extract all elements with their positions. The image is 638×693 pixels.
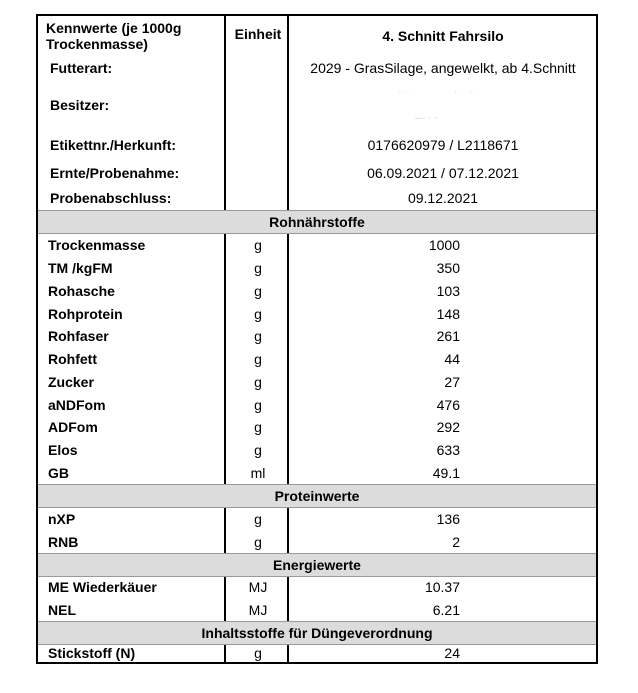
info-label: Futterart: xyxy=(50,60,113,76)
table-row xyxy=(38,393,596,416)
row-name: Rohfaser xyxy=(48,328,109,344)
row-unit: g xyxy=(254,533,262,550)
row-name: ME Wiederkäuer xyxy=(48,579,157,595)
table-row xyxy=(38,279,596,302)
row-name: Rohprotein xyxy=(48,305,123,322)
table-row xyxy=(38,598,596,621)
row-name: Trockenmasse xyxy=(48,236,146,253)
table-row xyxy=(38,302,596,325)
info-value: 09.12.2021 xyxy=(407,190,479,206)
table-row xyxy=(38,507,596,530)
row-value: 10.37 xyxy=(424,579,460,595)
section-header-rohnaehrstoffe: Rohnährstoffe xyxy=(38,210,596,234)
row-unit: g xyxy=(254,645,262,661)
row-value: 261 xyxy=(436,328,460,344)
row-value: 476 xyxy=(436,396,460,413)
row-name: ADFom xyxy=(48,419,98,435)
info-label: Ernte/Probenahme: xyxy=(50,165,180,181)
info-value: 06.09.2021 / 07.12.2021 xyxy=(367,165,519,181)
row-unit: g xyxy=(254,419,262,435)
table-row xyxy=(38,370,596,393)
row-unit: g xyxy=(254,350,262,367)
row-value: 6.21 xyxy=(432,601,460,618)
unit-header: Einheit xyxy=(234,26,282,42)
row-value: 49.1 xyxy=(432,464,460,481)
row-unit: g xyxy=(254,328,262,344)
row-value: 136 xyxy=(436,510,460,527)
info-label: Besitzer: xyxy=(50,97,110,113)
info-value: 0176620979 / L2118671 xyxy=(367,137,519,153)
row-value: 1000 xyxy=(428,236,460,253)
analysis-report-table xyxy=(36,14,598,664)
row-name: nXP xyxy=(48,510,76,527)
row-unit: g xyxy=(254,510,262,527)
section-header-duengeverordnung: Inhaltsstoffe für Düngeverordnung xyxy=(38,621,596,645)
row-value: 633 xyxy=(436,441,460,458)
info-value: 2029 - GrasSilage, angewelkt, ab 4.Schnitt xyxy=(310,60,576,76)
row-unit: g xyxy=(254,441,262,458)
table-row xyxy=(38,438,596,461)
info-row-besitzer xyxy=(38,80,596,130)
info-row-etikett xyxy=(38,130,596,160)
row-unit: MJ xyxy=(248,579,268,595)
table-row xyxy=(38,644,596,662)
row-name: RNB xyxy=(48,533,79,550)
header-title-line1: Kennwerte (je 1000g xyxy=(46,20,182,36)
table-row xyxy=(38,576,596,598)
row-value: 350 xyxy=(436,259,460,276)
redaction-blur xyxy=(368,88,508,122)
row-unit: g xyxy=(254,373,262,390)
row-name: Elos xyxy=(48,441,78,458)
row-name: Stickstoff (N) xyxy=(48,645,136,661)
row-unit: g xyxy=(254,259,262,276)
header-title xyxy=(46,16,181,56)
info-row-futterart xyxy=(38,56,596,80)
row-value: 2 xyxy=(452,533,460,550)
row-name: GB xyxy=(48,464,69,481)
row-value: 24 xyxy=(444,645,460,661)
row-unit: g xyxy=(254,396,262,413)
row-name: TM /kgFM xyxy=(48,259,113,276)
header-title-line2: Trockenmasse) xyxy=(46,36,148,52)
table-row xyxy=(38,256,596,279)
row-unit: MJ xyxy=(248,601,268,618)
section-header-energiewerte: Energiewerte xyxy=(38,553,596,577)
row-value: 148 xyxy=(436,305,460,322)
table-row xyxy=(38,416,596,438)
row-unit: g xyxy=(254,236,262,253)
row-name: aNDFom xyxy=(48,396,106,413)
row-unit: g xyxy=(254,282,262,299)
row-unit: ml xyxy=(250,464,266,481)
row-name: NEL xyxy=(48,601,76,618)
table-row xyxy=(38,325,596,347)
row-name: Rohfett xyxy=(48,350,97,367)
row-name: Rohasche xyxy=(48,282,115,299)
header-row xyxy=(38,16,596,56)
row-value: 103 xyxy=(436,282,460,299)
table-row xyxy=(38,530,596,553)
row-value: 27 xyxy=(444,373,460,390)
sample-title: 4. Schnitt Fahrsilo xyxy=(382,28,504,44)
table-row xyxy=(38,347,596,370)
info-row-ernte xyxy=(38,160,596,186)
row-unit: g xyxy=(254,305,262,322)
info-row-probenabschluss xyxy=(38,186,596,210)
row-value: 292 xyxy=(436,419,460,435)
info-label: Probenabschluss: xyxy=(50,190,172,206)
table-row xyxy=(38,233,596,256)
row-name: Zucker xyxy=(48,373,94,390)
table-row xyxy=(38,461,596,484)
info-label: Etikettnr./Herkunft: xyxy=(50,137,177,153)
row-value: 44 xyxy=(444,350,460,367)
section-header-proteinwerte: Proteinwerte xyxy=(38,484,596,508)
